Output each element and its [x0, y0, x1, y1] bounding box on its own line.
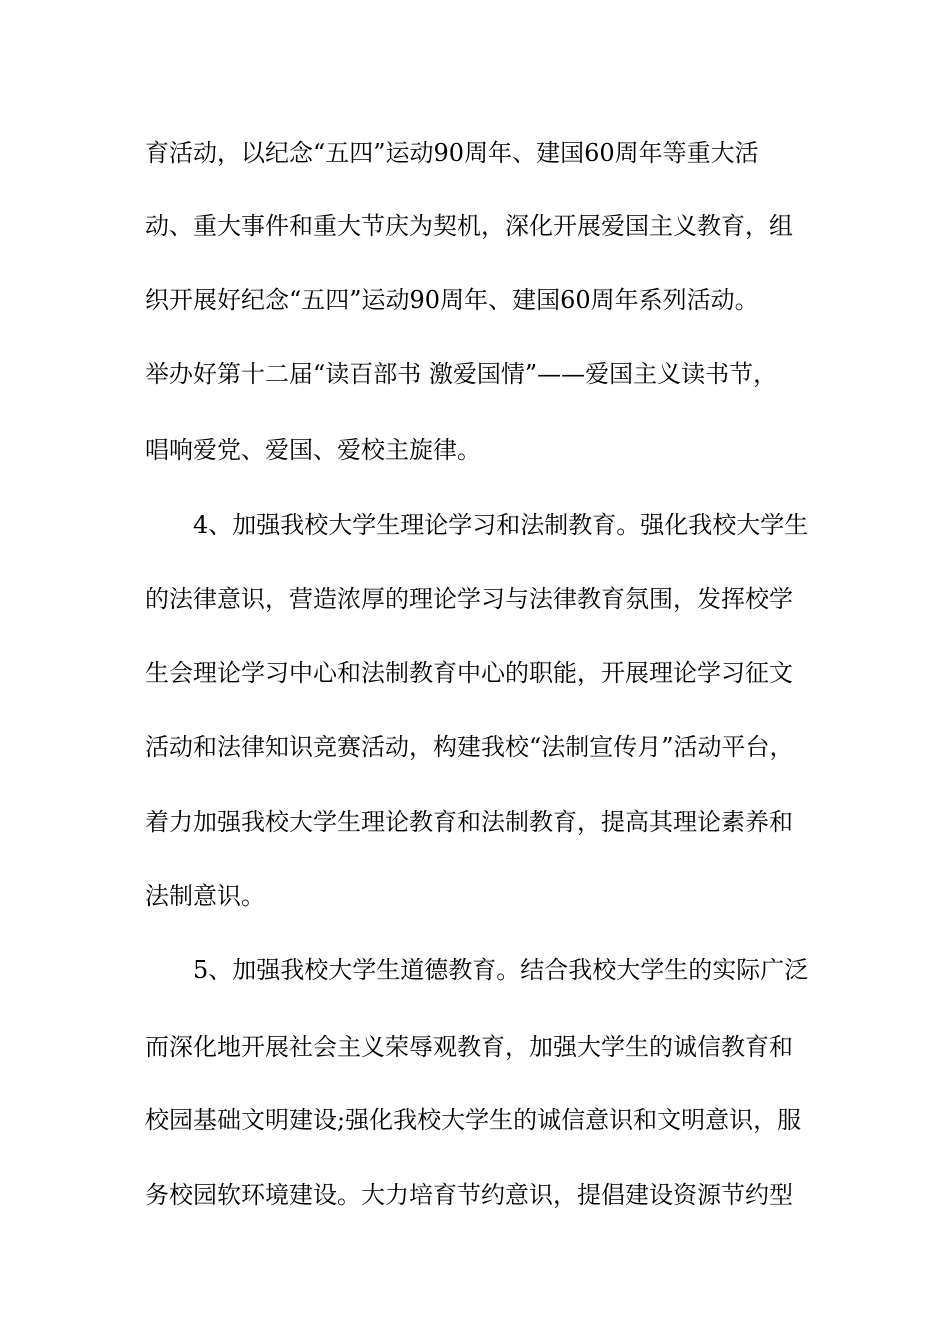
text-line: 的法律意识，营造浓厚的理论学习与法律教育氛围，发挥校学	[145, 585, 793, 613]
paragraph-5-first-line: 5、加强我校大学生道德教育。结合我校大学生的实际广泛	[193, 956, 809, 984]
text-line: 着力加强我校大学生理论教育和法制教育，提高其理论素养和	[145, 808, 793, 836]
text-line: 活动和法律知识竞赛活动，构建我校“法制宣传月”活动平台，	[145, 733, 794, 761]
text-line: 校园基础文明建设;强化我校大学生的诚信意识和文明意识，服	[145, 1106, 802, 1134]
text-line: 举办好第十二届“读百部书 激爱国情”——爱国主义读书节，	[145, 360, 778, 388]
text-line: 动、重大事件和重大节庆为契机，深化开展爱国主义教育，组	[145, 212, 793, 240]
text-line: 育活动，以纪念“五四”运动90周年、建国60周年等重大活	[145, 139, 759, 167]
text-line: 而深化地开展社会主义荣辱观教育，加强大学生的诚信教育和	[145, 1033, 793, 1061]
text-line: 生会理论学习中心和法制教育中心的职能，开展理论学习征文	[145, 659, 793, 687]
text-line: 织开展好纪念“五四”运动90周年、建国60周年系列活动。	[145, 286, 759, 314]
text-line: 唱响爱党、爱国、爱校主旋律。	[145, 436, 481, 464]
text-line: 务校园软环境建设。大力培育节约意识，提倡建设资源节约型	[145, 1181, 793, 1209]
text-line: 法制意识。	[145, 882, 265, 910]
paragraph-4-first-line: 4、加强我校大学生理论学习和法制教育。强化我校大学生	[193, 511, 809, 539]
